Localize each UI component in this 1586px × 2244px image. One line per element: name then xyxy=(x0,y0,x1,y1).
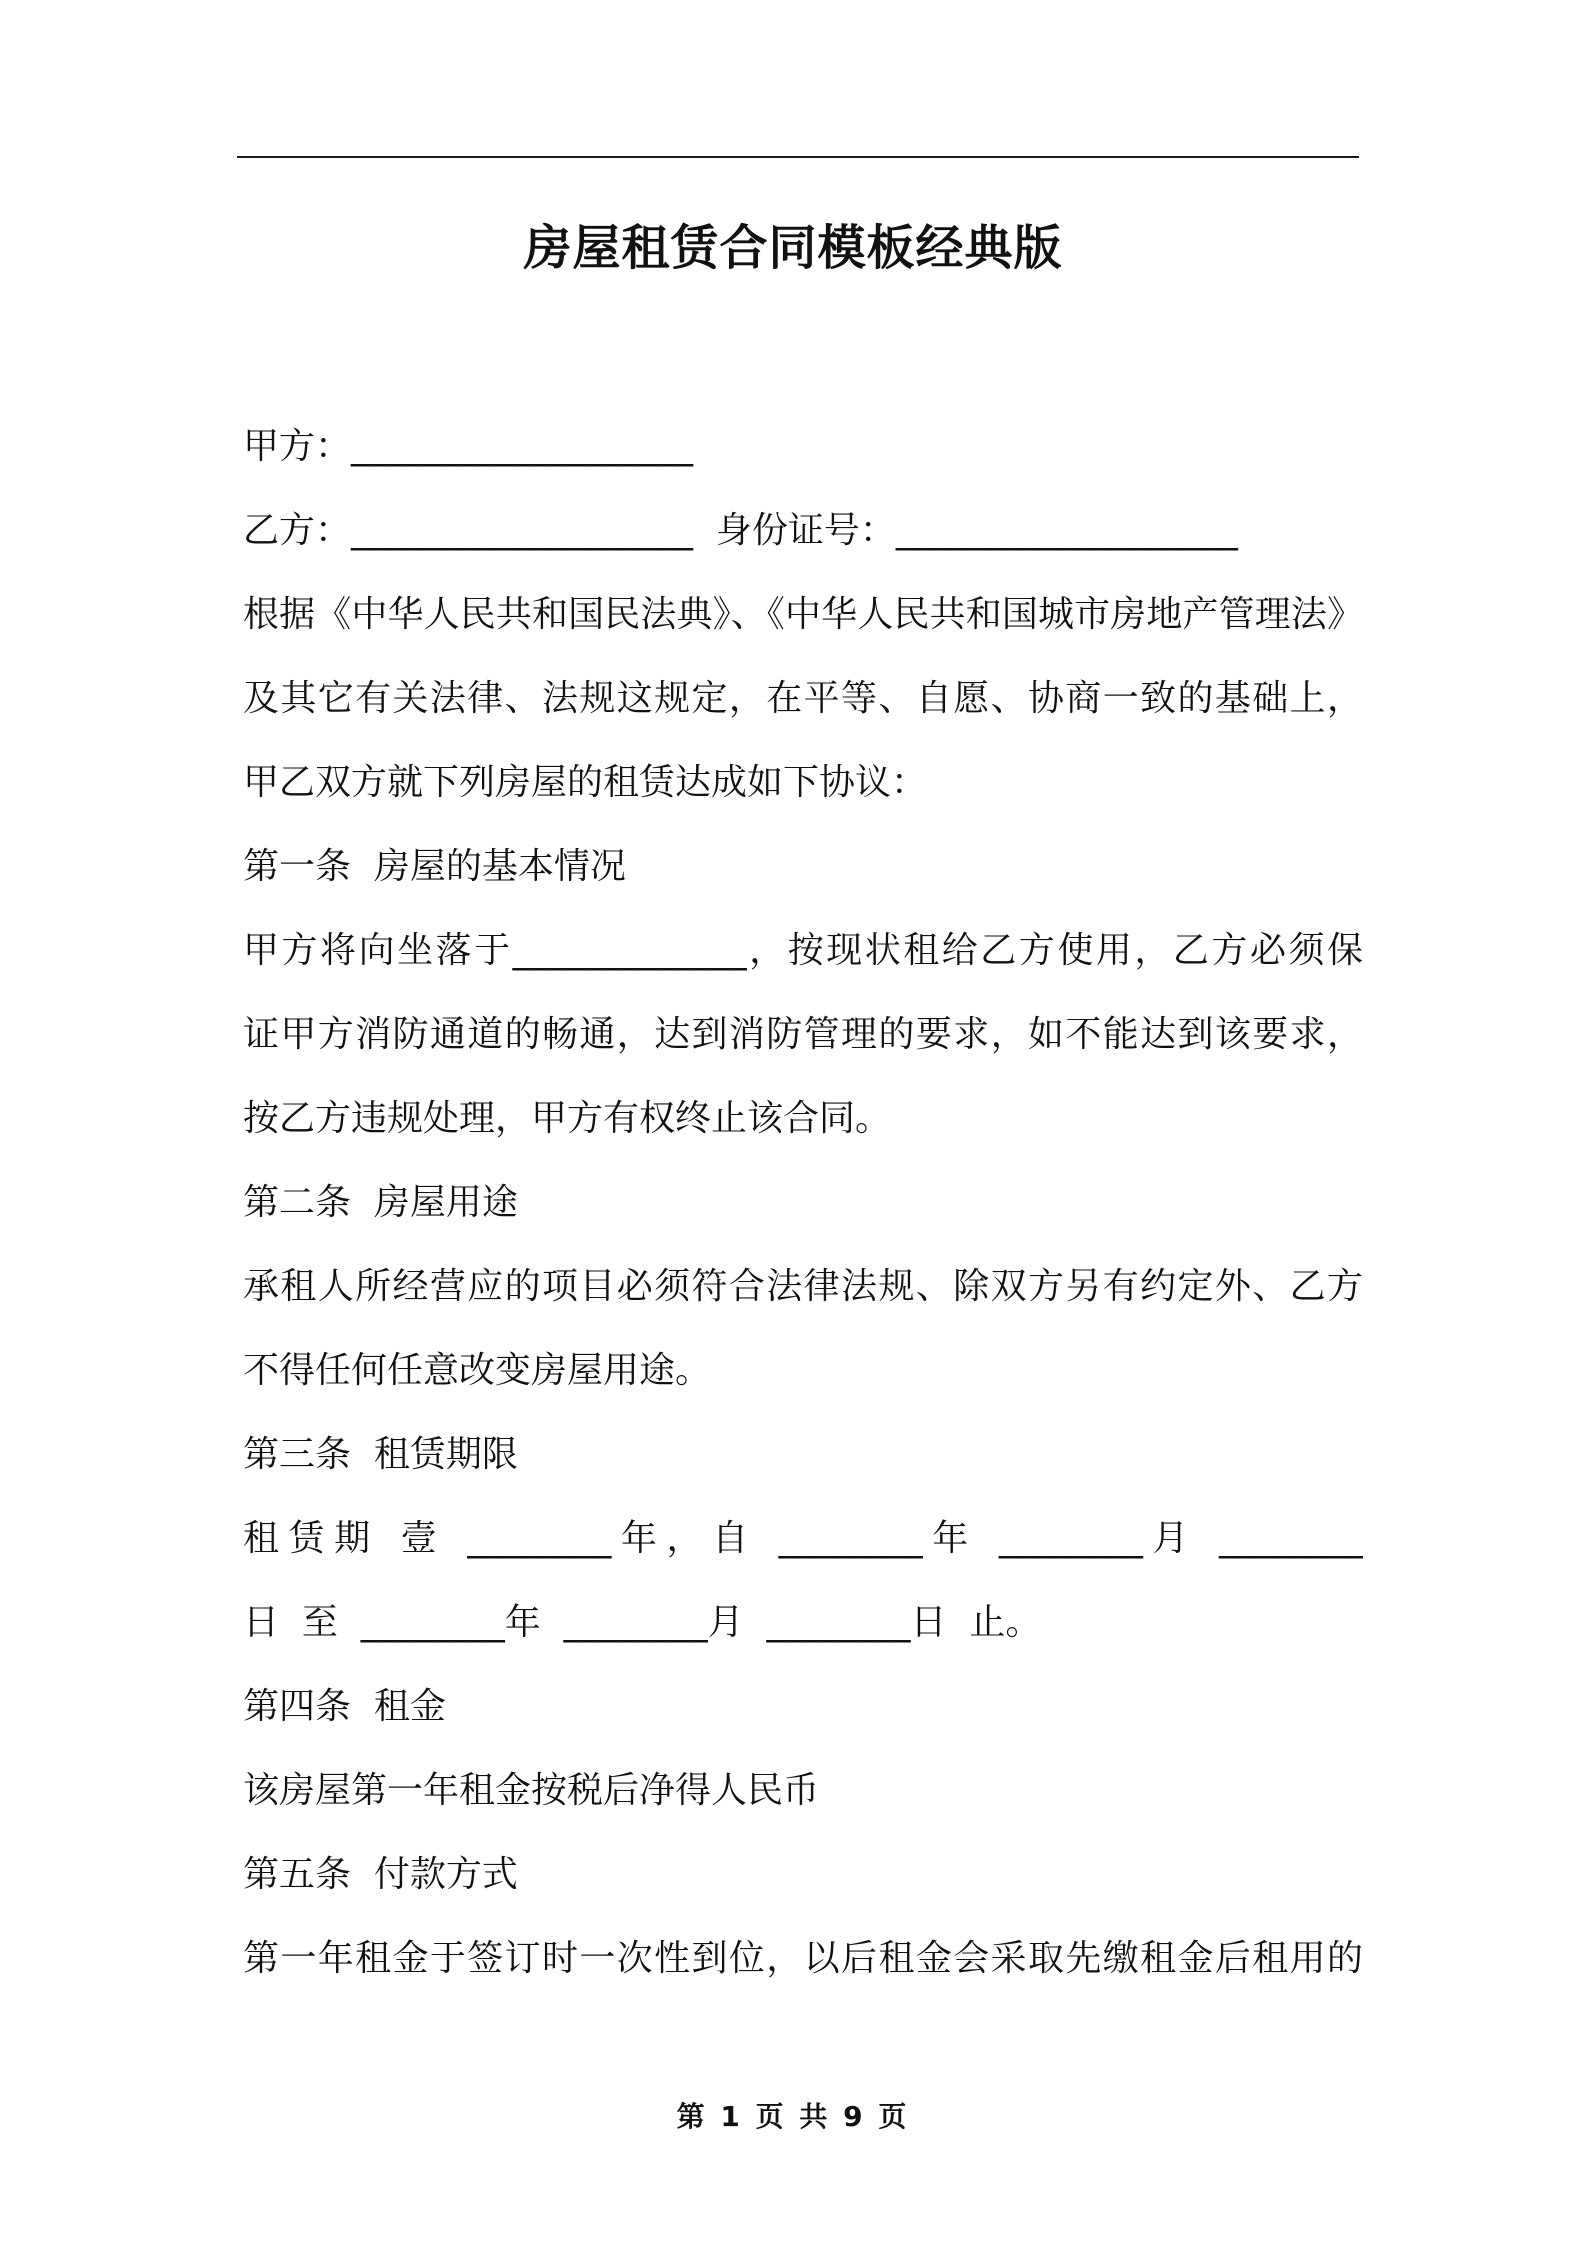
article-3-line-2: 日 至 ________年 ________月 ________日 止。 xyxy=(243,1602,1042,1643)
page-number: 第 1 页 共 9 页 xyxy=(676,2100,910,2133)
preamble-line-1: 根据《中华人民共和国民法典》、《中华人民共和国城市房地产管理法》 xyxy=(243,594,1363,635)
article-3-line-1: 租赁期 壹 ________年，自 ________年 ________月 ________ xyxy=(243,1518,1363,1559)
article-2-line-2: 不得任何任意改变房屋用途。 xyxy=(243,1350,712,1391)
preamble-line-3: 甲乙双方就下列房屋的租赁达成如下协议： xyxy=(243,762,928,803)
article-1-line-2: 证甲方消防通道的畅通，达到消防管理的要求，如不能达到该要求， xyxy=(243,1014,1363,1055)
article-2-line-1: 承租人所经营应的项目必须符合法律法规、除双方另有约定外、乙方 xyxy=(243,1266,1363,1307)
preamble-line-2: 及其它有关法律、法规这规定，在平等、自愿、协商一致的基础上， xyxy=(243,678,1363,719)
article-4-line-1: 该房屋第一年租金按税后净得人民币 xyxy=(243,1770,820,1811)
article-2-heading: 第二条 房屋用途 xyxy=(243,1182,518,1223)
header-rule xyxy=(237,156,1359,158)
document-title: 房屋租赁合同模板经典版 xyxy=(523,220,1063,276)
party-b-line: 乙方：___________________ 身份证号：___________________ xyxy=(243,510,1238,551)
article-1-line-1: 甲方将向坐落于_____________，按现状租给乙方使用，乙方必须保 xyxy=(243,930,1363,971)
article-5-line-1: 第一年租金于签订时一次性到位，以后租金会采取先缴租金后租用的 xyxy=(243,1938,1363,1979)
article-4-heading: 第四条 租金 xyxy=(243,1686,446,1727)
party-a-line: 甲方：___________________ xyxy=(243,426,694,467)
article-5-heading: 第五条 付款方式 xyxy=(243,1854,518,1895)
article-1-line-3: 按乙方违规处理，甲方有权终止该合同。 xyxy=(243,1098,892,1139)
article-3-heading: 第三条 租赁期限 xyxy=(243,1434,518,1475)
contract-body xyxy=(243,405,1363,2001)
article-1-heading: 第一条 房屋的基本情况 xyxy=(243,846,626,887)
